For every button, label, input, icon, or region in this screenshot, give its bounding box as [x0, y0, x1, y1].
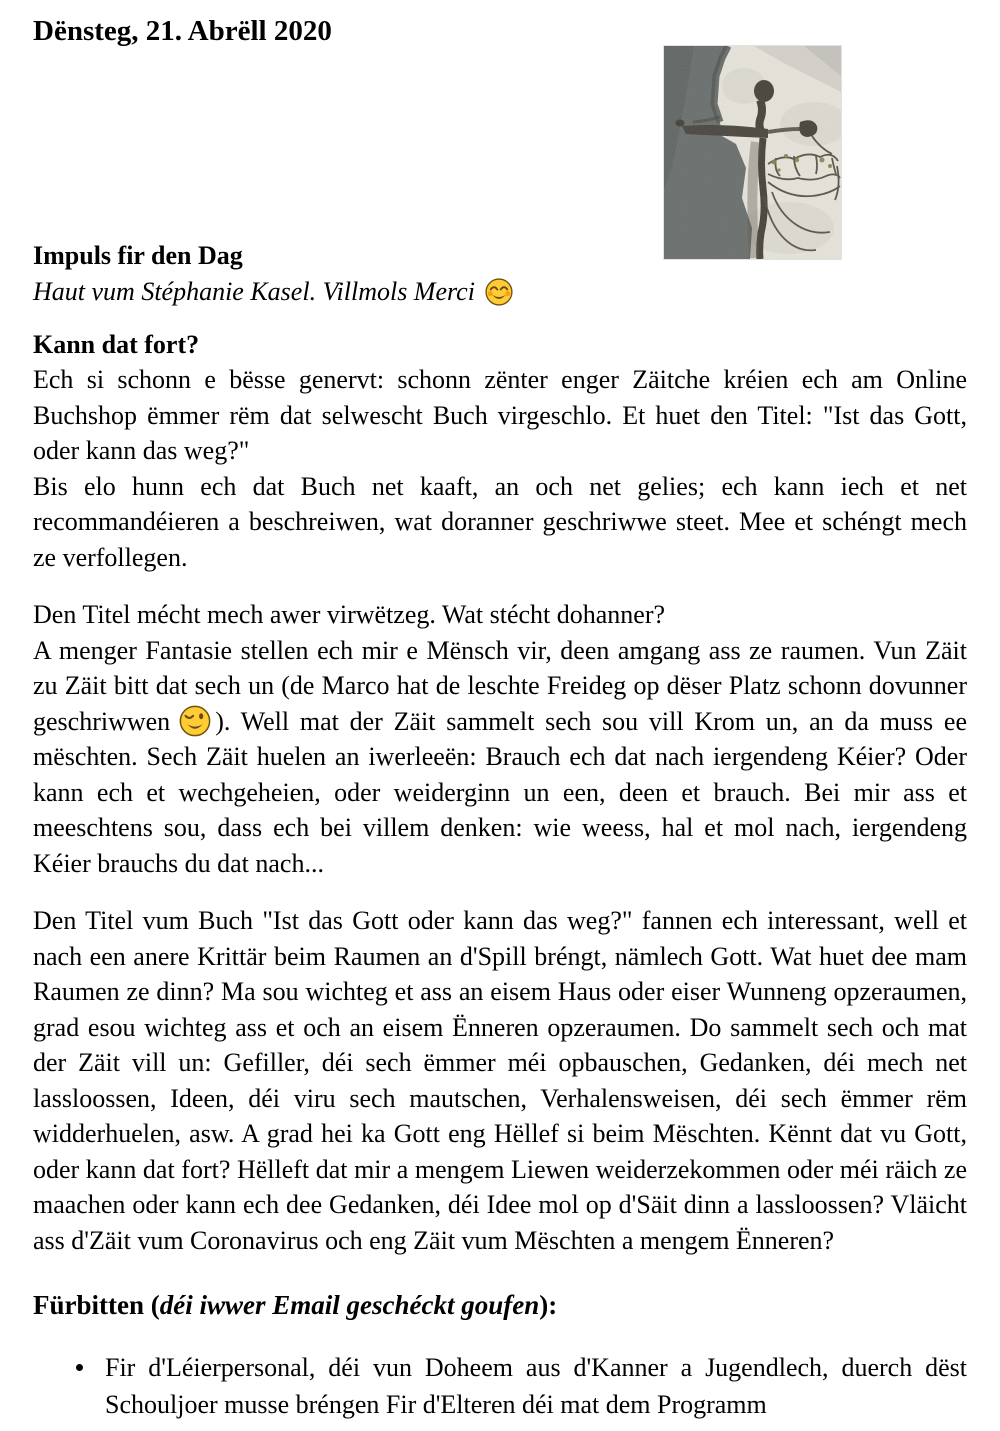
paragraph-2	[33, 633, 967, 882]
paragraph-2-intro: Den Titel mécht mech awer virwëtzeg. Wat stécht dohanner?	[33, 600, 666, 629]
fuerbitten-italic: déi iwwer Email geschéckt goufen	[159, 1290, 540, 1320]
cross-crack-photo	[663, 45, 842, 260]
question-heading: Kann dat fort?	[33, 330, 200, 359]
paragraph-2-text-before: A menger Fantasie stellen ech mir e Mënsch vir, deen amgang ass ze raumen. Vun Zäit zu Zäit bitt dat sech un (de Marco hat de leschte Freideg op dëser Platz schonn dovunner geschriwwen	[33, 635, 967, 736]
paragraph-3: Den Titel vum Buch "Ist das Gott oder kann das weg?" fannen ech interessant, well et nach een anere Krittär beim Raumen an d'Spill bréngt, nämlech Gott. Wat huet dee mam Raumen ze dinn? Ma sou wichteg et ass an eisem Haus oder eiser Wunneng opzeraumen, grad esou wichteg ass et och an eisem Ënneren opzeraumen. Do sammelt sech och mat der Zäit vill un: Gefiller, déi sech ëmmer méi opbauschen, Gedanken, déi mech net lassloossen, Ideen, déi viru sech mautschen, Verhalensweisen, déi sech ëmmer rëm widderhuelen, asw. A grad hei ka Gott eng Hëllef si beim Mëschten. Kënnt dat vu Gott, oder kann dat fort? Hëlleft dat mir a mengem Liewen weiderzekommen oder méi räich ze maachen oder kann ech dee Gedanken, déi Idee mol op d'Säit dinn a lassloossen? Vläicht ass d'Zäit vum Coronavirus och eng Zäit vum Mëschten a mengem Ënneren?	[33, 906, 967, 1255]
body-text	[33, 362, 967, 1258]
fuerbitten-heading	[33, 1288, 967, 1323]
list-item	[33, 1349, 967, 1423]
impuls-title: Impuls fir den Dag	[33, 241, 243, 270]
byline	[33, 273, 967, 311]
fuerbitten-suffix: ):	[539, 1290, 558, 1320]
paragraph-1a: Ech si schonn e bësse genervt: schonn zënter enger Zäitche kréien ech am Online Buchshop ëmmer rëm dat selwescht Buch virgeschlo. Et huet den Titel: "Ist das Gott, oder kann das weg?"	[33, 365, 967, 465]
winking-face-emoji-icon	[178, 704, 212, 738]
paragraph-2-text-after: ). Well mat der Zäit sammelt sech sou vill Krom un, an da muss ee mëschten. Sech Zäit huelen an iwerleeën: Brauch ech dat nach iergendeng Kéier? Oder kann ech et wechgeheien, oder weiderginn un een, deen et brauch. Bei mir ass et meeschtens sou, dass ech bei villem denken: wie weess, hal et mol nach, iergendeng Kéier brauchs du dat nach...	[33, 706, 967, 878]
fuerbitten-prefix: Fürbitten (	[33, 1290, 160, 1320]
bullet-dot	[76, 1364, 83, 1371]
date-heading: Dënsteg, 21. Abrëll 2020	[33, 15, 332, 47]
smiling-face-emoji-icon	[484, 277, 514, 307]
petition-text: Fir d'Léierpersonal, déi vun Doheem aus d'Kanner a Jugendlech, duerch dëst Schouljoer musse bréngen Fir d'Elteren déi mat dem Programm	[105, 1353, 967, 1419]
byline-text: Haut vum Stéphanie Kasel. Villmols Merci	[33, 277, 475, 306]
petition-list	[33, 1349, 967, 1423]
paragraph-1b: Bis elo hunn ech dat Buch net kaaft, an och net gelies; ech kann iech et net recommandéieren a beschreiwen, wat doranner geschriwwe steet. Mee et schéngt mech ze verfollegen.	[33, 471, 967, 572]
